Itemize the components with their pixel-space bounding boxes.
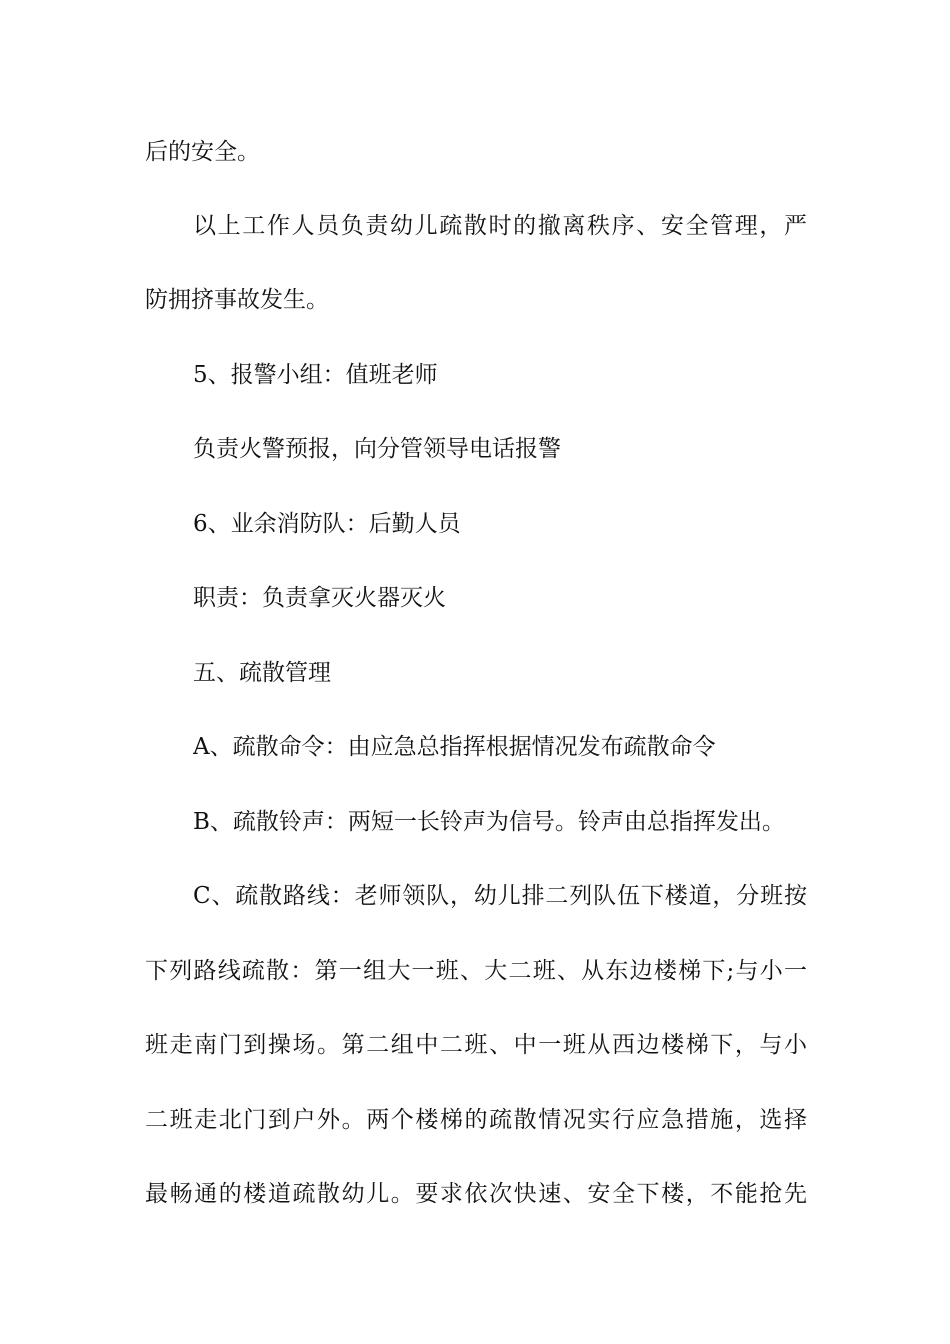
- list-item: C、疏散路线：老师领队，幼儿排二列队伍下楼道，分班按: [193, 883, 807, 909]
- paragraph-line: 下列路线疏散：第一组大一班、大二班、从东边楼梯下;与小一: [145, 958, 807, 984]
- paragraph-line: 班走南门到操场。第二组中二班、中一班从西边楼梯下，与小: [145, 1032, 807, 1058]
- paragraph-line: 最畅通的楼道疏散幼儿。要求依次快速、安全下楼，不能抢先: [145, 1181, 807, 1207]
- paragraph-line: 后的安全。: [145, 139, 260, 165]
- paragraph-line: 二班走北门到户外。两个楼梯的疏散情况实行应急措施，选择: [145, 1107, 807, 1133]
- section-heading: 6、业余消防队：后勤人员: [193, 511, 461, 537]
- paragraph-line: 防拥挤事故发生。: [145, 287, 329, 313]
- paragraph-line: 以上工作人员负责幼儿疏散时的撤离秩序、安全管理，严: [193, 213, 807, 239]
- section-heading: 5、报警小组：值班老师: [193, 362, 438, 388]
- list-item: B、疏散铃声：两短一长铃声为信号。铃声由总指挥发出。: [193, 809, 785, 835]
- list-item: A、疏散命令：由应急总指挥根据情况发布疏散命令: [193, 734, 716, 760]
- paragraph-line: 职责：负责拿灭火器灭火: [193, 585, 446, 611]
- paragraph-line: 负责火警预报，向分管领导电话报警: [193, 436, 561, 462]
- section-heading: 五、疏散管理: [193, 660, 331, 686]
